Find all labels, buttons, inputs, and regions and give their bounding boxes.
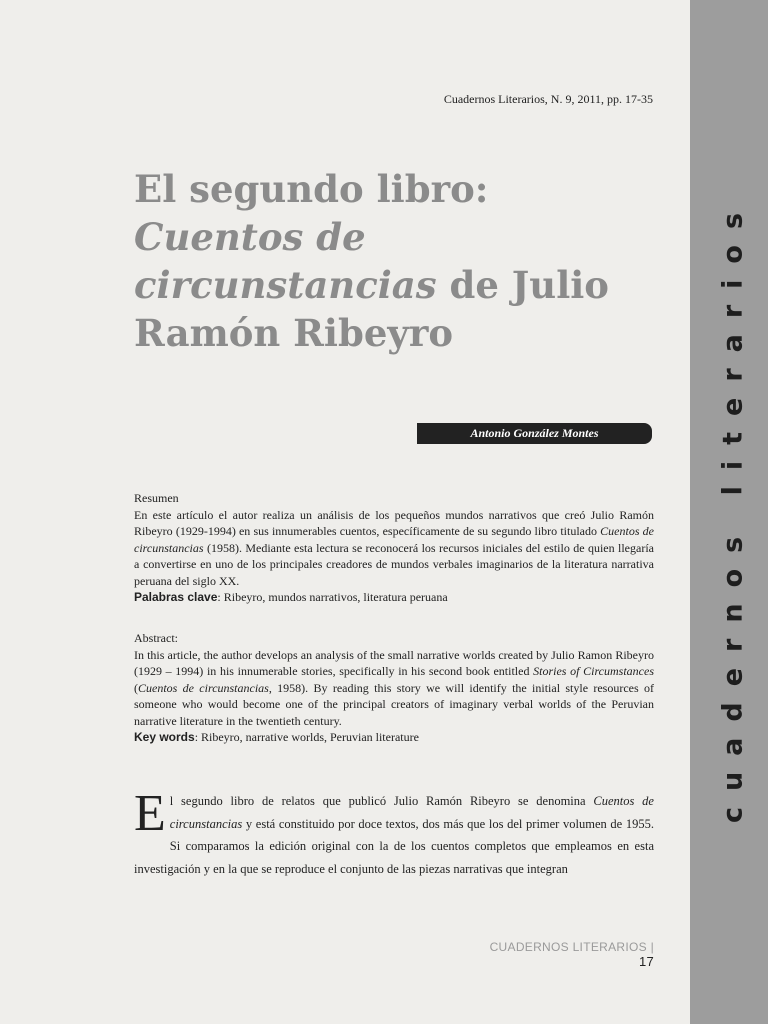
resumen-section (134, 490, 654, 606)
page-number: 17 (638, 954, 654, 969)
abstract-body (134, 647, 654, 730)
abstract-heading: Abstract: (134, 631, 178, 645)
resumen-keywords (134, 589, 654, 606)
abstract-text-3: , 1958). By reading this story we will identify the initial style resources of someone who would become one of the principal creators of imaginary verbal worlds of the Peruvian narrative literature in the twentieth century. (134, 680, 654, 728)
body-text-2: y está constituido por doce textos, dos más que los del primer volumen de 1955. Si comparamos la edición original con la de los cuentos completos que empleamos en esta investigación y en la que se reproduce el conjunto de las piezas narrativas que integran (134, 816, 654, 876)
abstract-keywords-text: : Ribeyro, narrative worlds, Peruvian literature (194, 730, 419, 744)
abstract-text-1: In this article, the author develops an analysis of the small narrative worlds created by Julio Ramon Ribeyro (1929 – 1994) in his innumerable stories, specifically in his second book entitled (134, 647, 654, 678)
title-line-1: El segundo libro: (134, 167, 489, 211)
title-line-4: Ramón Ribeyro (134, 311, 454, 355)
resumen-text-1: En este artículo el autor realiza un análisis de los pequeños mundos narrativos que creó Julio Ramón Ribeyro (1929-1994) en sus innumerables cuentos, específicamente de su segundo libro titulado (134, 507, 654, 538)
abstract-italic-2: Cuentos de circunstancias (138, 680, 269, 695)
title-italic-1: Cuentos de (134, 215, 366, 259)
journal-citation: Cuadernos Literarios, N. 9, 2011, pp. 17-35 (443, 92, 653, 106)
footer-separator: | (650, 940, 654, 954)
abstract-italic-1: Stories of Circumstances (533, 664, 654, 678)
title-italic-2: circunstancias (134, 263, 437, 307)
side-journal-label: cuadernos literarios (717, 196, 749, 824)
title-line-2 (134, 213, 674, 261)
resumen-keywords-label: Palabras clave (134, 590, 218, 604)
article-title (134, 165, 674, 357)
author-badge: Antonio González Montes (417, 423, 652, 444)
footer-journal: CUADERNOS LITERARIOS (489, 940, 647, 954)
resumen-body (134, 507, 654, 590)
abstract-keywords (134, 729, 654, 746)
resumen-text-2: (1958). Mediante esta lectura se reconocerá los recursos iniciales del estilo de quien llegaría a convertirse en uno de los principales creadores de mundos verbales imaginarios de la literatura narrativa peruana del siglo XX. (134, 540, 654, 588)
article-body (134, 785, 654, 880)
resumen-keywords-text: : Ribeyro, mundos narrativos, literatura peruana (217, 590, 448, 604)
drop-cap: E (134, 785, 166, 842)
body-italic: Cuentos de circunstancias (169, 794, 654, 831)
abstract-keywords-label: Key words (134, 730, 195, 744)
abstract-section (134, 630, 654, 746)
body-text-1: l segundo libro de relatos que publicó Julio Ramón Ribeyro se denomina (169, 794, 594, 808)
resumen-heading: Resumen (134, 491, 179, 505)
title-line-3 (134, 261, 674, 309)
resumen-italic: Cuentos de circunstancias (134, 524, 654, 555)
title-line-3-rest: de Julio (436, 263, 609, 307)
page-footer (480, 940, 654, 969)
abstract-text-2: ( (134, 680, 138, 695)
